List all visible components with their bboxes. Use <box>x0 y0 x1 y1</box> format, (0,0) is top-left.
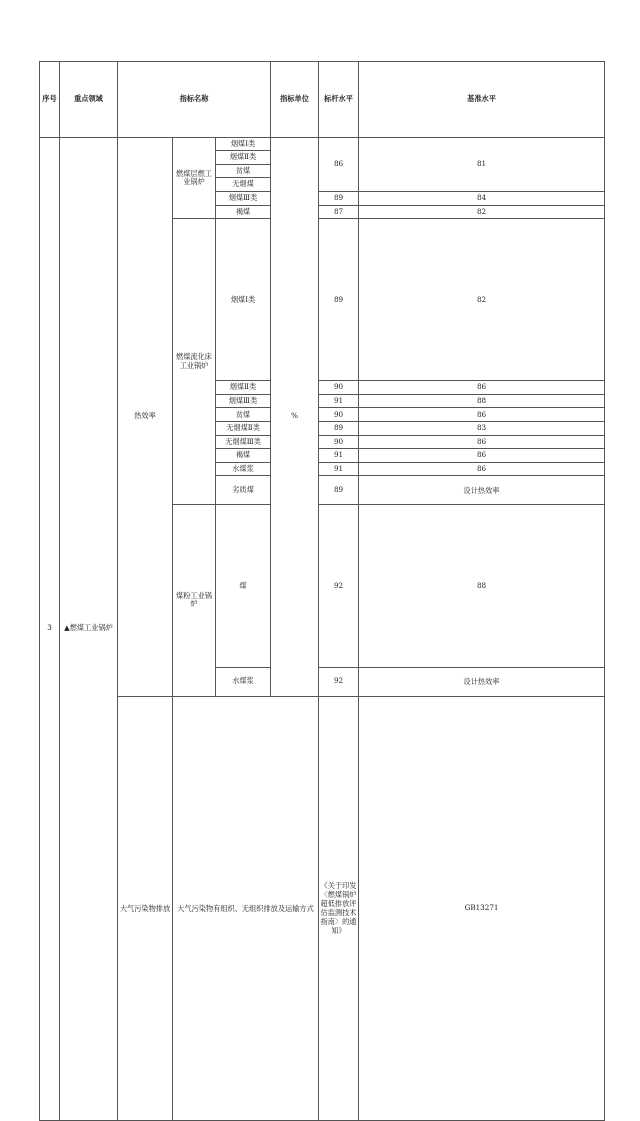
benchmark-cell: 91 <box>319 394 359 408</box>
group-pulverized-boiler: 煤粉工业锅炉 <box>173 505 216 696</box>
benchmark-cell: 92 <box>319 505 359 667</box>
header-row <box>40 62 605 138</box>
baseline-cell: 86 <box>359 449 605 463</box>
table-row <box>40 137 605 151</box>
benchmark-cell: 89 <box>319 476 359 505</box>
emission-field-cell: 大气污染物排放 <box>118 696 173 1120</box>
benchmark-cell: 90 <box>319 408 359 422</box>
benchmark-cell: 89 <box>319 219 359 381</box>
baseline-cell: 88 <box>359 394 605 408</box>
baseline-cell: 86 <box>359 462 605 476</box>
benchmark-cell: 90 <box>319 381 359 395</box>
coal-type-cell: 无烟煤Ⅱ类 <box>216 422 271 436</box>
coal-type-cell: 烟煤Ⅰ类 <box>216 137 271 151</box>
unit-cell: % <box>271 137 319 696</box>
baseline-cell: 86 <box>359 381 605 395</box>
baseline-cell: 81 <box>359 137 605 191</box>
coal-type-cell: 水煤浆 <box>216 667 271 696</box>
baseline-cell: 82 <box>359 205 605 219</box>
benchmark-cell: 92 <box>319 667 359 696</box>
benchmark-cell: 91 <box>319 449 359 463</box>
coal-type-cell: 贫煤 <box>216 164 271 178</box>
baseline-cell: 83 <box>359 422 605 436</box>
col-unit: 指标单位 <box>271 62 319 138</box>
emission-baseline-cell: GB13271 <box>359 696 605 1120</box>
table-row <box>40 696 605 1120</box>
col-baseline: 基准水平 <box>359 62 605 138</box>
col-seq: 序号 <box>40 62 60 138</box>
coal-type-cell: 水煤浆 <box>216 462 271 476</box>
baseline-cell: 84 <box>359 191 605 205</box>
baseline-cell: 88 <box>359 505 605 667</box>
coal-type-cell: 贫煤 <box>216 408 271 422</box>
field-cell: ▲燃煤工业锅炉 <box>60 137 118 1120</box>
coal-type-cell: 烟煤Ⅰ类 <box>216 219 271 381</box>
baseline-cell: 设计热效率 <box>359 667 605 696</box>
coal-type-cell: 烟煤Ⅲ类 <box>216 394 271 408</box>
emission-benchmark-cell: 《关于印发〈燃煤锅炉超低排放评估监测技术指南〉的通知》 <box>319 696 359 1120</box>
group-layered-boiler: 燃煤层燃工业锅炉 <box>173 137 216 219</box>
baseline-cell: 86 <box>359 435 605 449</box>
baseline-cell: 82 <box>359 219 605 381</box>
seq-cell: 3 <box>40 137 60 1120</box>
col-field: 重点领域 <box>60 62 118 138</box>
coal-type-cell: 烟煤Ⅲ类 <box>216 191 271 205</box>
coal-type-cell: 劣质煤 <box>216 476 271 505</box>
indicator-table <box>39 61 605 1121</box>
baseline-cell: 设计热效率 <box>359 476 605 505</box>
col-indicator: 指标名称 <box>118 62 271 138</box>
benchmark-cell: 90 <box>319 435 359 449</box>
benchmark-cell: 86 <box>319 137 359 191</box>
thermal-efficiency-cell: 热效率 <box>118 137 173 696</box>
coal-type-cell: 无烟煤 <box>216 178 271 192</box>
coal-type-cell: 无烟煤Ⅲ类 <box>216 435 271 449</box>
benchmark-cell: 89 <box>319 191 359 205</box>
baseline-cell: 86 <box>359 408 605 422</box>
coal-type-cell: 煤 <box>216 505 271 667</box>
coal-type-cell: 褐煤 <box>216 205 271 219</box>
coal-type-cell: 烟煤Ⅱ类 <box>216 381 271 395</box>
benchmark-cell: 89 <box>319 422 359 436</box>
coal-type-cell: 烟煤Ⅱ类 <box>216 151 271 165</box>
group-fluidized-boiler: 燃煤流化床工业锅炉 <box>173 219 216 505</box>
benchmark-cell: 91 <box>319 462 359 476</box>
emission-indicator-cell: 大气污染物有组织、无组织排放及运输方式 <box>173 696 319 1120</box>
col-benchmark: 标杆水平 <box>319 62 359 138</box>
coal-type-cell: 褐煤 <box>216 449 271 463</box>
benchmark-cell: 87 <box>319 205 359 219</box>
